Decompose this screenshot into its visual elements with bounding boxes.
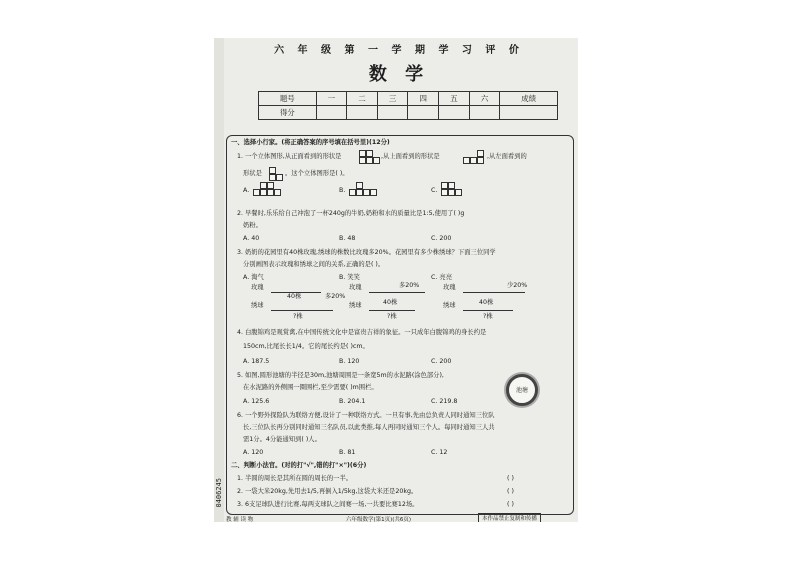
diagram-b-unknown: ?株	[387, 313, 397, 320]
pond-figure	[506, 374, 538, 406]
score-row-label: 得分	[259, 106, 317, 120]
q4-text-a: 4. 白腹锦鸡是观赏禽,在中国传统文化中是富贵吉祥的象征。一只成年白腹锦鸡的身长约是	[237, 329, 487, 336]
q1-text-a: 1. 一个立体图形,从正面看到的形状是	[237, 153, 342, 160]
q3-option-b[interactable]: B. 笑笑	[339, 274, 360, 281]
q4-option-c[interactable]: C. 200	[431, 358, 452, 365]
diagram-c-rose-label: 玫瑰	[443, 284, 456, 291]
q2-text-b: 奶粉。	[243, 222, 262, 229]
q1-option-b[interactable]: B.	[339, 187, 346, 194]
diagram-a-rose-label: 玫瑰	[251, 284, 264, 291]
diagram-c-hydrangea-label: 绣球	[443, 302, 456, 309]
q5-option-a[interactable]: A. 125.6	[243, 398, 270, 405]
q4-option-a[interactable]: A. 187.5	[243, 358, 270, 365]
score-cell[interactable]	[347, 106, 378, 120]
q1-text-b: ,从上面看到的形状是	[381, 153, 440, 160]
footer-copyright: 本作品禁止复制和传播	[478, 513, 541, 522]
diagram-b-hydrangea-label: 绣球	[349, 302, 362, 309]
score-cell[interactable]	[500, 106, 558, 120]
score-header-cell: 四	[408, 92, 439, 106]
q5-text-a: 5. 如图,圆形池塘的半径是30m,池塘周围是一条宽5m的水泥路(涂色部分),	[237, 372, 444, 379]
judge-3-text: 3. 6支足球队进行比赛,每两支球队之间赛一场,一共要比赛12场。	[237, 501, 419, 508]
judge-2-text: 2. 一袋大米20kg,先用去1/5,再倒入1/5kg,这袋大米还是20kg。	[237, 488, 418, 495]
q4-option-b[interactable]: B. 120	[339, 358, 360, 365]
diagram-b-hydrangea-bar	[369, 310, 415, 311]
q6-option-b[interactable]: B. 81	[339, 449, 356, 456]
score-header-cell: 成绩	[500, 92, 558, 106]
q1-text-e: 。这个立体图形是( )。	[285, 170, 349, 177]
binding-strip	[214, 38, 224, 522]
q1-option-a[interactable]: A.	[243, 187, 250, 194]
judge-2-answer[interactable]: ( )	[507, 488, 514, 495]
q4-text-b: 150cm,比尾长长1/4。它的尾长约是( )cm。	[243, 343, 369, 350]
score-cell[interactable]	[469, 106, 500, 120]
footer-left: 教 辅 读 物	[226, 517, 254, 522]
diagram-c-unknown: ?株	[483, 313, 493, 320]
footer-page-info: 六年级数学(第1页)(共6页)	[346, 517, 412, 522]
judge-1-answer[interactable]: ( )	[507, 475, 514, 482]
q6-text-b: 长,三位队长再分别同时通知三名队员,以此类推,每人再同时通知三个人。每同时通知三人共	[243, 424, 495, 431]
judge-3-answer[interactable]: ( )	[507, 501, 514, 508]
exam-paper	[214, 38, 578, 522]
q1-option-c[interactable]: C.	[431, 187, 438, 194]
q2-option-b[interactable]: B. 48	[339, 235, 356, 242]
diagram-a-hydrangea-bar	[271, 310, 333, 311]
page-footer	[226, 515, 576, 522]
score-cell[interactable]	[439, 106, 470, 120]
score-table-score-row	[259, 106, 558, 120]
diagram-a-more: 多20%	[325, 293, 346, 300]
score-cell[interactable]	[316, 106, 347, 120]
diagram-c-less: 少20%	[507, 282, 528, 289]
score-header-cell: 六	[469, 92, 500, 106]
diagram-c-hydrangea-bar	[463, 310, 513, 311]
q6-option-c[interactable]: C. 12	[431, 449, 448, 456]
q2-option-c[interactable]: C. 200	[431, 235, 452, 242]
q6-text-a: 6. 一个野外探险队为联络方便,设计了一种联络方式。一旦有事,先由总负责人同时通知三位队	[237, 412, 495, 419]
q5-option-b[interactable]: B. 204.1	[339, 398, 366, 405]
q2-text-a: 2. 早餐时,乐乐给自己冲泡了一杯240g的牛奶,奶粉和水的质量比是1:5,使用了( )g	[237, 210, 465, 217]
side-code: 0406245	[215, 478, 223, 508]
section-2-header: 二、判断小法官。(对的打"√",错的打"×")(6分)	[231, 462, 367, 469]
score-header-cell: 五	[439, 92, 470, 106]
diagram-b-rose-label: 玫瑰	[349, 284, 362, 291]
q3-option-c[interactable]: C. 亮亮	[431, 274, 452, 281]
score-header-cell: 题号	[259, 92, 317, 106]
score-header-cell: 二	[347, 92, 378, 106]
score-header-cell: 三	[377, 92, 408, 106]
subject-title: 数 学	[368, 64, 430, 85]
q6-text-c: 需1分。4分能通知到( )人。	[243, 436, 321, 443]
score-cell[interactable]	[377, 106, 408, 120]
q3-text-a: 3. 奶奶的花园里有40株玫瑰,绣球的株数比玫瑰多20%。花园里有多少株绣球？下面三位同学	[237, 249, 496, 256]
judge-1-text: 1. 半圆的周长是其所在圆的周长的一半。	[237, 475, 353, 482]
q5-option-c[interactable]: C. 219.8	[431, 398, 458, 405]
section-1-header: 一、选择小行家。(将正确答案的序号填在括号里)(12分)	[231, 139, 390, 146]
diagram-b-count: 40株	[383, 299, 398, 306]
q1-text-c: ,从左面看到的	[487, 153, 527, 160]
q6-option-a[interactable]: A. 120	[243, 449, 264, 456]
diagram-c-count: 40株	[479, 299, 494, 306]
diagram-a-unknown: ?株	[293, 313, 303, 320]
score-cell[interactable]	[408, 106, 439, 120]
q1-text-d: 形状是	[243, 170, 262, 177]
diagram-c-rose-bar	[463, 292, 525, 293]
q3-option-a[interactable]: A. 淘气	[243, 274, 264, 281]
q5-text-b: 在水泥路的外侧围一圈围栏,至少需要( )m围栏。	[243, 384, 378, 391]
diagram-b-rose-bar	[369, 292, 425, 293]
score-table	[258, 91, 558, 120]
question-box	[226, 135, 574, 515]
diagram-b-more: 多20%	[399, 282, 420, 289]
q3-text-b: 分别画图表示玫瑰和绣球之间的关系,正确的是( )。	[243, 261, 385, 268]
q2-option-a[interactable]: A. 40	[243, 235, 260, 242]
score-header-cell: 一	[316, 92, 347, 106]
document-title: 六 年 级 第 一 学 期 学 习 评 价	[274, 45, 524, 56]
diagram-a-hydrangea-label: 绣球	[251, 302, 264, 309]
diagram-a-count: 40株	[287, 293, 302, 300]
score-table-header-row	[259, 92, 558, 106]
pond-label: 池塘	[515, 387, 528, 394]
